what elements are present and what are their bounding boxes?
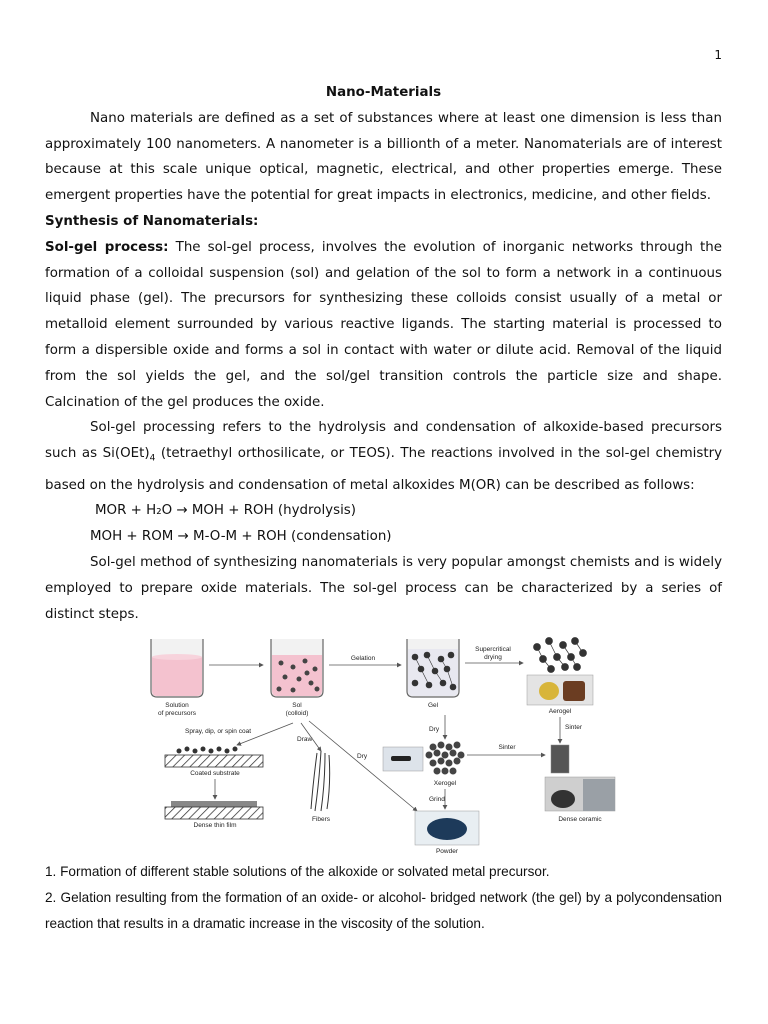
intro-paragraph: Nano materials are defined as a set of substances where at least one dimension is less than approximately 100 nanometers. A nanometer is a billionth of a meter. Nanomaterials are of interest because at this scale unique optical, magnetic, electrical, and other properties emerge. These emergent properties have the potential for great impacts in electronics, medicine, and other fields.	[45, 110, 722, 204]
label-sinter-2: Sinter	[498, 744, 516, 752]
beaker-sol-icon	[271, 639, 323, 697]
page-number: 1	[714, 48, 722, 62]
label-sol: Sol	[292, 702, 302, 710]
label-dry-1: Dry	[357, 753, 368, 761]
dense-thin-film-icon	[165, 807, 263, 819]
label-of-precursors: of precursors	[158, 710, 196, 718]
xerogel-film-sample	[391, 756, 411, 761]
xerogel-icon	[426, 742, 465, 775]
fibers-icon	[311, 751, 330, 811]
solgel-text: The sol-gel process, involves the evolution of inorganic networks through the formation of a colloidal suspension (sol) and gelation of the sol to form a network in a continuous liquid phase (gel). The precursors for synthesizing these colloids consist usually of a metal or metalloid element surrounded by various reactive ligands. The starting material is processed to form a dispersible oxide and forms a sol in contact with water or dilute acid. Removal of the liquid from the sol yields the gel, and the sol/gel transition controls the particle size and shape. Calcination of the gel produces the oxide.	[45, 239, 722, 410]
sintered-rod-icon	[551, 745, 569, 773]
label-powder: Powder	[435, 848, 459, 856]
step-1: 1. Formation of different stable solutions of the alkoxide or solvated metal precursor.	[45, 864, 550, 880]
label-dry-2: Dry	[429, 726, 440, 734]
label-supercritical: Supercritical	[475, 646, 511, 654]
label-dense-thin-film: Dense thin film	[193, 822, 237, 830]
label-solution: Solution	[165, 702, 189, 710]
processing-subscript: 4	[149, 453, 156, 464]
method-paragraph: Sol-gel method of synthesizing nanomaterials is very popular amongst chemists and is widely employed to prepare oxide materials. The sol-gel process can be characterized by a series of distinct steps.	[45, 555, 722, 622]
page-title: Nano-Materials	[325, 85, 442, 100]
coated-substrate-icon	[165, 755, 263, 767]
label-colloid: (colloid)	[285, 710, 309, 718]
equation-hydrolysis: MOR + H₂O → MOH + ROH (hydrolysis)	[95, 503, 356, 519]
label-gelation: Gelation	[350, 655, 376, 663]
dense-ceramic-sample	[551, 790, 575, 808]
step-2: 2. Gelation resulting from the formation of an oxide- or alcohol- bridged network (the gel) by a polycondensation reaction that results in a dramatic increase in the viscosity of the solution.	[45, 890, 722, 931]
synthesis-heading: Synthesis of Nanomaterials:	[45, 213, 259, 229]
label-grind: Grind	[429, 796, 445, 804]
beaker-solution-icon	[151, 639, 203, 697]
processing-paragraph	[45, 415, 722, 498]
dense-ceramic-micrograph	[583, 779, 615, 811]
aerogel-sample-brown	[563, 681, 585, 701]
label-sinter-1: Sinter	[565, 724, 582, 732]
label-xerogel: Xerogel	[433, 780, 457, 788]
label-draw: Draw	[297, 736, 313, 744]
aerogel-sample-yellow	[539, 682, 559, 700]
solgel-process-figure	[145, 633, 625, 855]
document-body	[45, 80, 722, 937]
label-gel: Gel	[427, 702, 439, 710]
solgel-paragraph	[45, 235, 722, 416]
label-dense-ceramic: Dense ceramic	[558, 816, 602, 824]
label-coated-substrate: Coated substrate	[190, 770, 240, 778]
processing-text-after: (tetraethyl orthosilicate, or TEOS). The reactions involved in the sol-gel chemistry based on the hydrolysis and condensation of metal alkoxides M(OR) can be described as follows:	[45, 446, 722, 493]
label-drying: drying	[484, 654, 502, 662]
solgel-label: Sol-gel process:	[45, 239, 169, 255]
powder-icon	[427, 818, 467, 840]
coated-particles-icon	[177, 747, 238, 754]
beaker-gel-icon	[407, 639, 459, 697]
thin-film-layer	[171, 801, 257, 807]
aerogel-network-icon	[534, 638, 587, 673]
label-spray: Spray, dip, or spin coat	[185, 728, 251, 736]
processing-text-before: Sol-gel processing refers to the hydrolysis and condensation of alkoxide-based precursors such as Si(OEt)	[45, 420, 722, 462]
label-fibers: Fibers	[311, 816, 331, 824]
label-aerogel: Aerogel	[548, 708, 572, 716]
equation-condensation: MOH + ROM → M-O-M + ROH (condensation)	[90, 529, 392, 545]
